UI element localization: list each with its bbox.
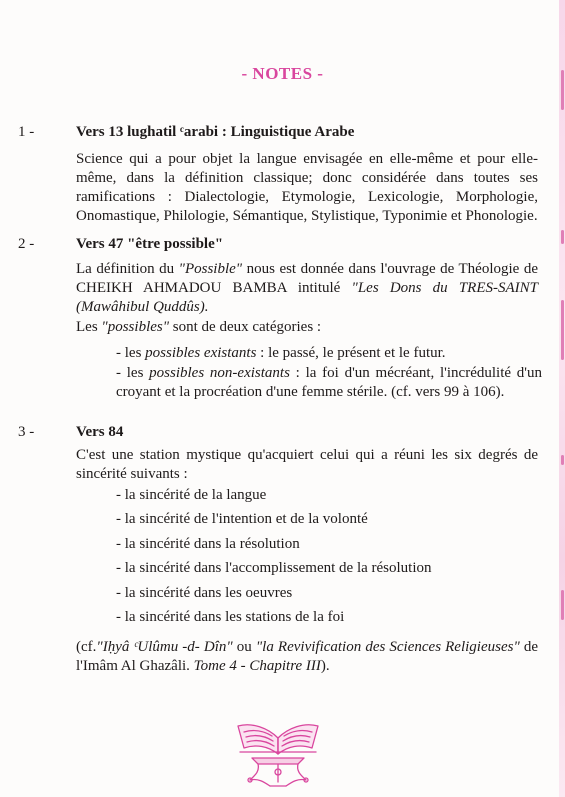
note-paragraph: C'est une station mystique qu'acquiert celui qui a réuni les six degrés de sincérité suivants : — [76, 447, 538, 482]
note-number: 1 - — [18, 124, 35, 140]
text-run: Les — [76, 319, 102, 335]
list-item — [116, 364, 542, 402]
note-heading: Vers 13 lughatil ᶜarabi : Linguistique Arabe — [76, 124, 355, 140]
book-title: "la Revivification des Sciences Religieuses" — [255, 639, 520, 655]
text-run: - les — [116, 345, 146, 361]
text-run: La définition du — [76, 261, 179, 277]
text-run: - les — [116, 365, 150, 381]
text-run: de l'Imâm Al Ghazâli. — [76, 639, 538, 674]
note-heading: Vers 84 — [76, 424, 124, 440]
book-title: "Les Dons du TRES-SAINT (Mawâhibul Quddûs). — [76, 280, 538, 315]
text-run: ). — [320, 658, 330, 674]
page-title: - NOTES - — [241, 64, 324, 83]
note-paragraph — [76, 260, 538, 317]
italic-term: "Possible" — [178, 261, 243, 277]
italic-term: "possibles" — [101, 319, 170, 335]
text-run: ou — [232, 639, 256, 655]
text-run: : la foi d'un mécréant, l'incrédulité d'un croyant et la procréation d'une femme stérile. (cf. vers 99 à 106). — [116, 365, 542, 400]
note-paragraph: Science qui a pour objet la langue envisagée en elle-même et pour elle-même, dans la définition classique; donc considérée dans toutes ses ramifications : Dialectologie, Etymologie, Lexicologie, Morphologie, Onomastique, Philologie, Sémantique, Stylistique, Typonimie et Phonologie. — [76, 151, 538, 224]
text-run: : le passé, le présent et le futur. — [256, 345, 446, 361]
page-edge-stain — [559, 0, 565, 797]
italic-term: possibles existants — [145, 345, 257, 361]
citation-location: Tome 4 - Chapitre III — [193, 658, 321, 674]
open-book-on-lectern-icon — [232, 708, 324, 792]
note-paragraph — [76, 318, 321, 337]
list-item: - la sincérité dans l'accomplissement de la résolution — [116, 560, 432, 576]
text-run: nous est donnée dans l'ouvrage de Théologie de CHEIKH AHMADOU BAMBA intitulé — [76, 261, 538, 296]
list-item: - la sincérité de la langue — [116, 487, 267, 503]
list-item: - la sincérité de l'intention et de la volonté — [116, 511, 368, 527]
text-run: (cf. — [76, 639, 97, 655]
list-item — [116, 344, 446, 363]
list-item: - la sincérité dans les stations de la foi — [116, 609, 345, 625]
note-heading: Vers 47 "être possible" — [76, 236, 224, 252]
note-number: 2 - — [18, 236, 35, 252]
note-number: 3 - — [18, 424, 35, 440]
reference-note — [76, 638, 538, 676]
book-title: "Iḥyâ ᶜUlûmu -d- Dîn" — [96, 639, 233, 655]
text-run: sont de deux catégories : — [169, 319, 322, 335]
list-item: - la sincérité dans les oeuvres — [116, 585, 293, 601]
italic-term: possibles non-existants — [149, 365, 290, 381]
list-item: - la sincérité dans la résolution — [116, 536, 300, 552]
